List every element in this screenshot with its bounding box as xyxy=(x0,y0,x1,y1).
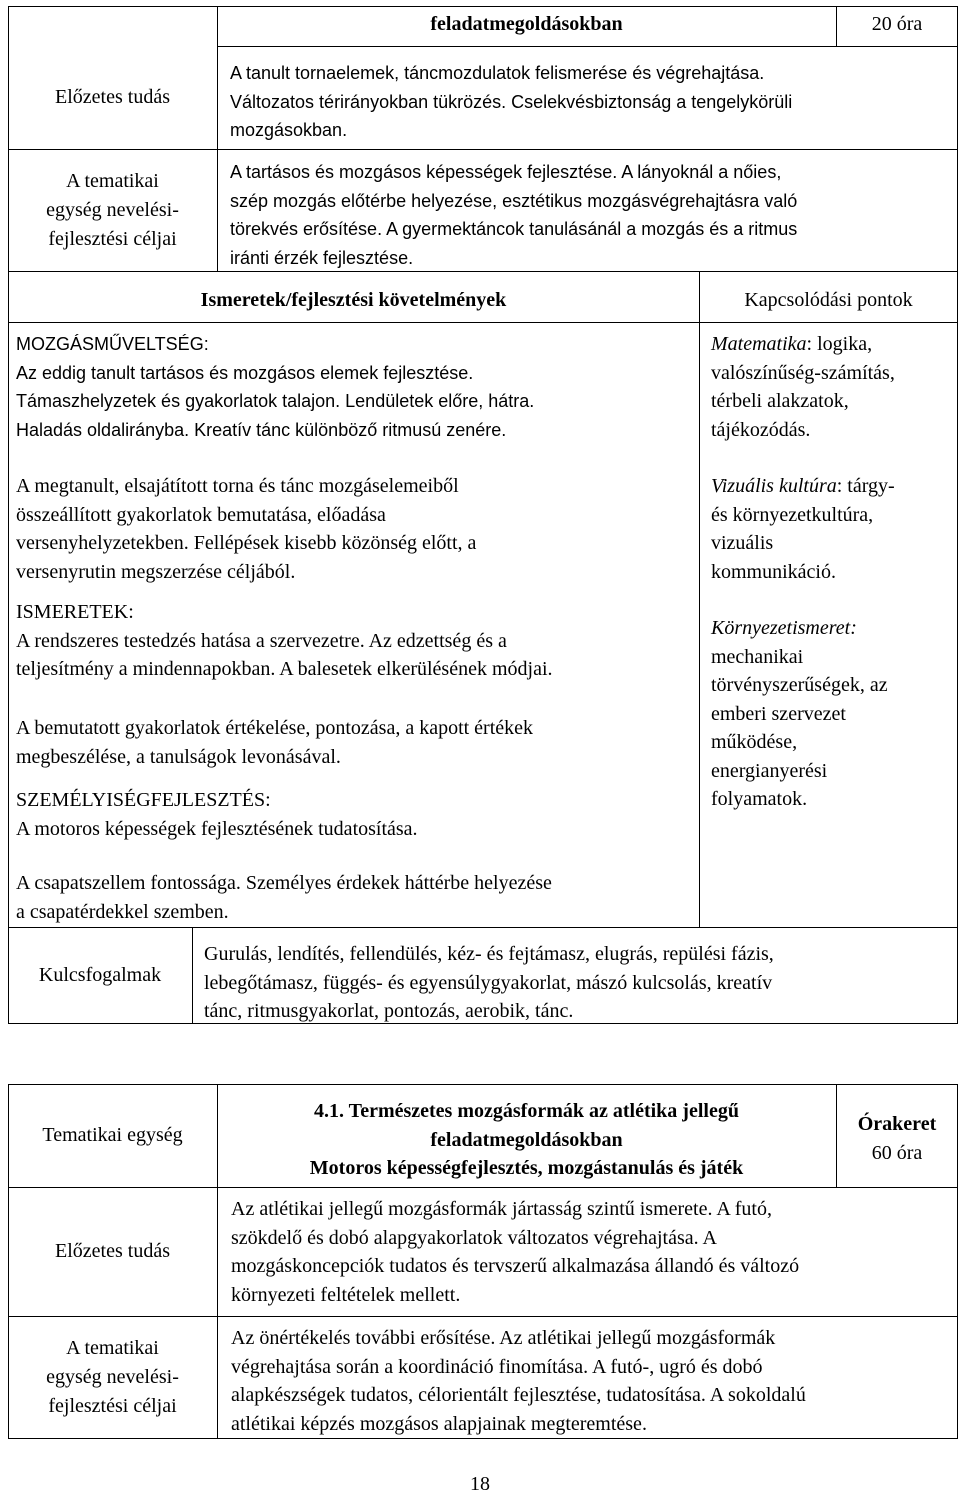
text-line: SZEMÉLYISÉGFEJLESZTÉS: xyxy=(16,789,271,811)
key-concepts-label: Kulcsfogalmak xyxy=(38,964,162,986)
text-line: alapkészségek tudatos, célorientált fejlesztése, tudatosítása. A sokoldalú xyxy=(231,1384,806,1406)
text-line: valószínűség-számítás, xyxy=(711,361,895,384)
text-line: A rendszeres testedzés hatása a szervezetre. Az edzettség és a xyxy=(16,629,507,652)
text-line: kommunikáció. xyxy=(711,560,836,583)
thematic-unit-title xyxy=(217,1097,836,1183)
text-line: törekvés erősítése. A gyermektáncok tanulásánál a mozgás és a ritmus xyxy=(230,219,798,239)
prior-knowledge-text-2 xyxy=(231,1195,951,1309)
text-line: A megtanult, elsajátított torna és tánc mozgáselemeiből xyxy=(16,475,459,497)
key-concepts-text xyxy=(204,940,949,1026)
text-line: A tartásos és mozgásos képességek fejlesztése. A lányoknál a nőies, xyxy=(230,162,782,182)
requirements-block-5 xyxy=(16,786,696,843)
requirements-block-3 xyxy=(16,598,696,684)
text-line: törvényszerűségek, az xyxy=(711,674,888,696)
text-line: : logika, xyxy=(806,333,873,355)
prior-knowledge-label: Előzetes tudás xyxy=(55,86,170,108)
table-1-header-hours: 20 óra xyxy=(871,13,923,35)
table-1-header-bottom xyxy=(217,46,958,47)
text-line: Az atlétikai jellegű mozgásformák jártasság szintű ismerete. A futó, xyxy=(231,1198,772,1220)
text-line: és környezetkultúra, xyxy=(711,503,874,526)
subject-name: Matematika xyxy=(711,333,807,355)
text-line: versenyhelyzetekben. Fellépések kisebb közönség előtt, a xyxy=(16,532,477,554)
thematic-unit-label: Tematikai egység xyxy=(42,1124,183,1146)
text-line: A tanult tornaelemek, táncmozdulatok felismerése és végrehajtása. xyxy=(230,63,765,83)
hours-label: Órakeret xyxy=(857,1113,937,1135)
goals-text-2 xyxy=(231,1324,951,1438)
text-line: Változatos térirányokban tükrözés. Cselekvésbiztonság a tengelykörüli xyxy=(230,91,793,112)
text-line: egység nevelési- xyxy=(46,1366,179,1388)
subject-name: Vizuális kultúra xyxy=(711,475,837,497)
hours-frame xyxy=(836,1110,958,1167)
text-line: energianyerési xyxy=(711,759,828,782)
text-line: atlétikai képzés mozgásos alapjainak megteremtése. xyxy=(231,1412,647,1435)
text-line: Az eddig tanult tartásos és mozgásos elemek fejlesztése. xyxy=(16,362,474,383)
text-line: szép mozgás előtérbe helyezése, esztétikus mozgásvégrehajtásra való xyxy=(230,190,798,211)
text-line: A bemutatott gyakorlatok értékelése, pontozása, a kapott értékek xyxy=(16,717,534,739)
text-line: összeállított gyakorlatok bemutatása, előadása xyxy=(16,503,386,526)
text-line: lebegőtámasz, függés- és egyensúlygyakorlat, mászó kulcsolás, kreatív xyxy=(204,971,773,994)
requirements-block-6 xyxy=(16,869,696,926)
requirements-column-header: Ismeretek/fejlesztési követelmények xyxy=(200,289,507,311)
text-line: A tematikai xyxy=(66,1337,159,1359)
hours-value: 60 óra xyxy=(871,1141,923,1164)
text-line: iránti érzék fejlesztése. xyxy=(230,247,414,268)
text-line: A tematikai xyxy=(66,169,159,192)
prior-knowledge-text xyxy=(230,59,950,145)
page-number: 18 xyxy=(470,1473,490,1495)
table-1-row-divider-3 xyxy=(8,322,958,323)
text-line: működése, xyxy=(711,731,798,753)
text-line: Támaszhelyzetek és gyakorlatok talajon. Lendületek előre, hátra. xyxy=(16,391,535,411)
table-1-col-divider xyxy=(699,271,700,927)
text-line: tánc, ritmusgyakorlat, pontozás, aerobik, tánc. xyxy=(204,1000,574,1022)
key-concepts-divider xyxy=(192,927,193,1024)
text-line: folyamatok. xyxy=(711,788,808,810)
requirements-block-2 xyxy=(16,472,696,586)
text-line: vizuális xyxy=(711,532,774,554)
prior-knowledge-label-2: Előzetes tudás xyxy=(55,1240,170,1262)
connection-visual-culture xyxy=(711,472,951,586)
text-line: ISMERETEK: xyxy=(16,601,134,623)
text-line: feladatmegoldásokban xyxy=(430,1128,623,1151)
text-line: mechanikai xyxy=(711,645,804,668)
goals-label xyxy=(8,149,217,271)
text-line: Haladás oldalirányba. Kreatív tánc különböző ritmusú zenére. xyxy=(16,419,507,440)
text-line: emberi szervezet xyxy=(711,702,846,725)
text-line: fejlesztési céljai xyxy=(48,227,177,250)
connection-math xyxy=(711,330,951,444)
text-line: Gurulás, lendítés, fellendülés, kéz- és fejtámasz, elugrás, repülési fázis, xyxy=(204,943,774,965)
goals-label-2 xyxy=(8,1316,217,1439)
subject-name: Környezetismeret: xyxy=(711,617,857,639)
text-line: A motoros képességek fejlesztésének tudatosítása. xyxy=(16,817,418,840)
requirements-block-4 xyxy=(16,714,696,771)
goals-text xyxy=(230,158,950,272)
connections-column-header: Kapcsolódási pontok xyxy=(744,289,913,311)
text-line: szökdelő és dobó alapgyakorlatok változatos végrehajtása. A xyxy=(231,1226,717,1249)
text-line: 4.1. Természetes mozgásformák az atlétika jellegű xyxy=(314,1100,739,1122)
text-line: versenyrutin megszerzése céljából. xyxy=(16,560,296,583)
text-line: fejlesztési céljai xyxy=(48,1395,177,1417)
text-line: mozgáskoncepciók tudatos és tervszerű alkalmazása állandó és változó xyxy=(231,1255,800,1277)
table-1-header-title: feladatmegoldásokban xyxy=(430,13,623,35)
text-line: Az önértékelés további erősítése. Az atlétikai jellegű mozgásformák xyxy=(231,1327,776,1349)
text-line: egység nevelési- xyxy=(46,198,179,221)
text-line: A csapatszellem fontossága. Személyes érdekek háttérbe helyezése xyxy=(16,872,552,894)
text-line: környezeti feltételek mellett. xyxy=(231,1283,461,1306)
text-line: végrehajtása során a koordináció finomítása. A futó-, ugró és dobó xyxy=(231,1355,763,1378)
text-line: megbeszélése, a tanulságok levonásával. xyxy=(16,745,341,768)
text-line: Motoros képességfejlesztés, mozgástanulás és játék xyxy=(309,1157,744,1179)
text-line: : tárgy- xyxy=(836,475,895,497)
text-line: teljesítmény a mindennapokban. A balesetek elkerülésének módjai. xyxy=(16,658,553,680)
text-line: térbeli alakzatok, xyxy=(711,390,849,412)
connection-environment xyxy=(711,614,951,814)
text-line: mozgásokban. xyxy=(230,120,348,140)
text-line: tájékozódás. xyxy=(711,418,811,441)
text-line: MOZGÁSMŰVELTSÉG: xyxy=(16,334,209,354)
text-line: a csapatérdekkel szemben. xyxy=(16,900,229,923)
requirements-block-1 xyxy=(16,330,696,444)
